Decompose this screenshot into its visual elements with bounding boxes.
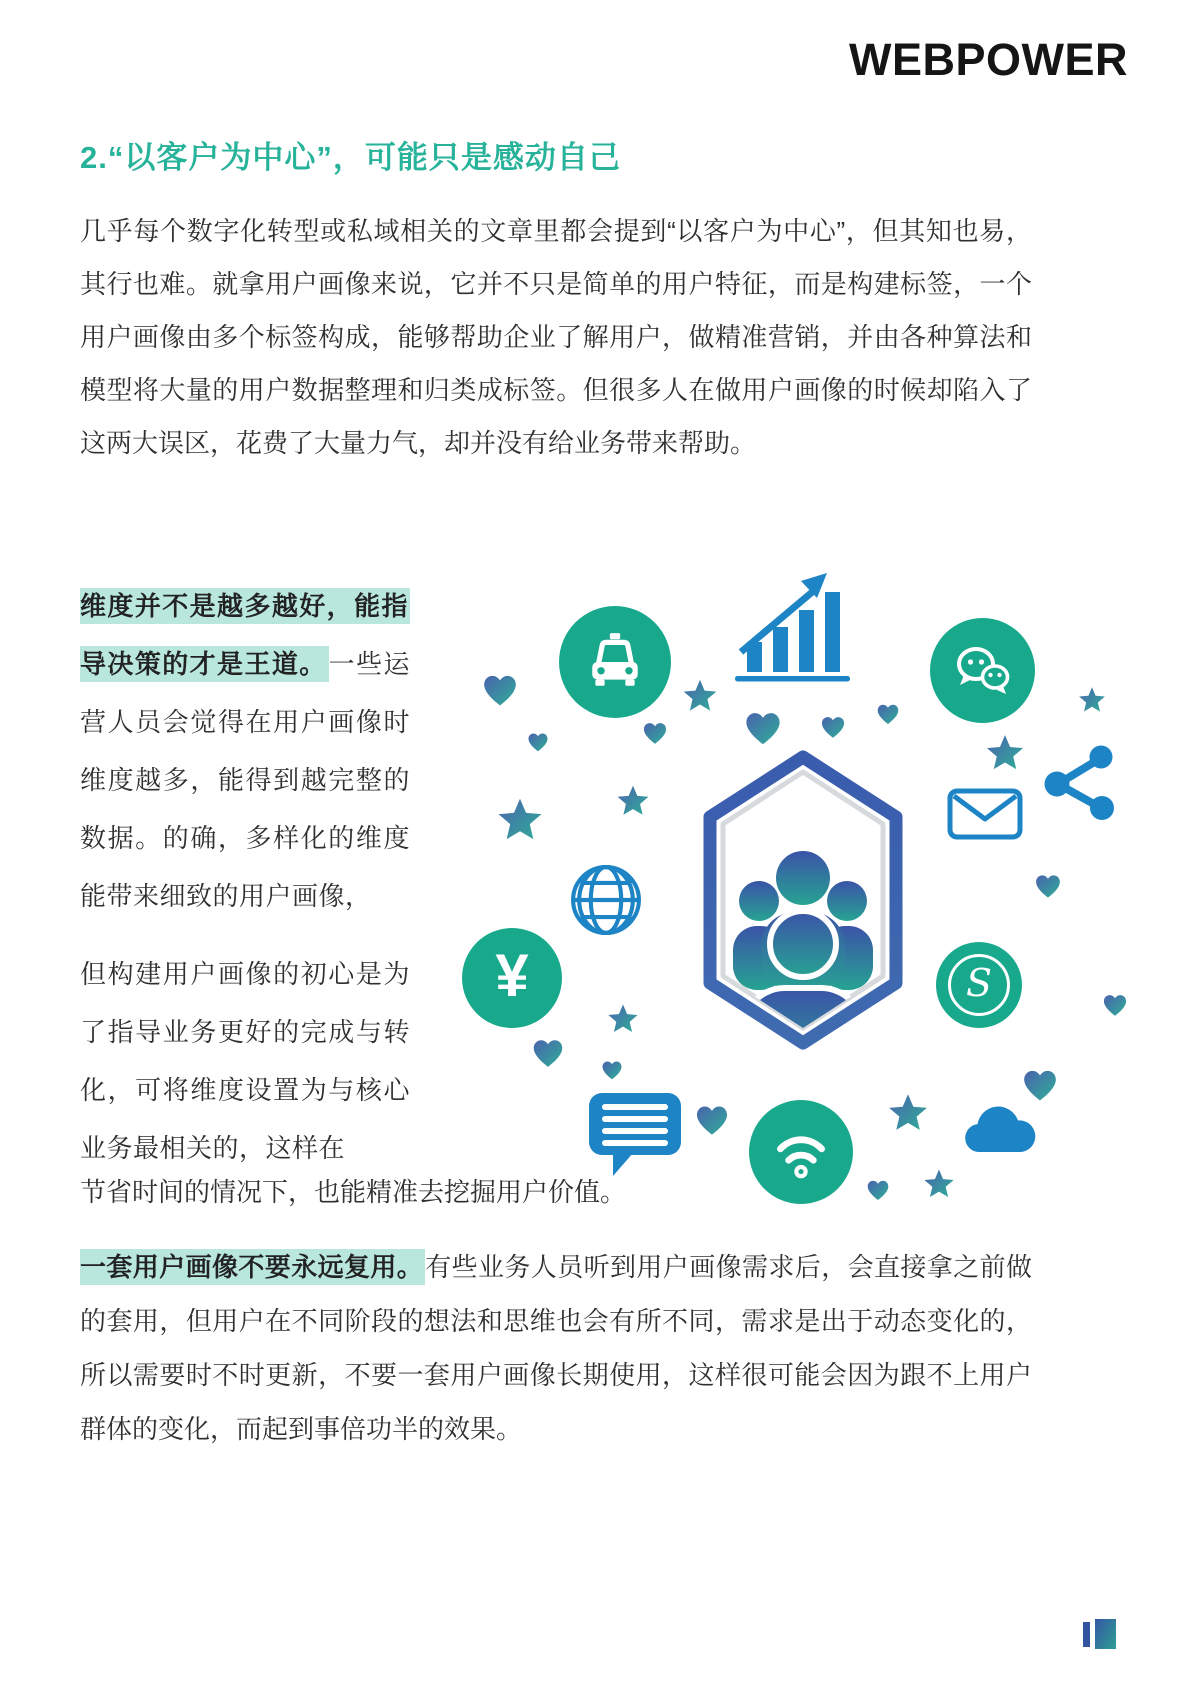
paragraph-continuation-line: 节省时间的情况下，也能精准去挖掘用户价值。: [80, 1177, 627, 1207]
star-icon: [681, 677, 719, 715]
email-icon: [947, 788, 1023, 840]
user-group-hexagon-icon: [688, 750, 918, 1050]
heart-icon: [1020, 1065, 1060, 1105]
heart-icon: [875, 701, 901, 727]
chat-message-icon: [587, 1090, 683, 1180]
heart-icon: [742, 707, 784, 749]
wechat-icon: [930, 618, 1035, 723]
star-icon: [886, 1091, 930, 1135]
section-heading: 2.“以客户为中心”，可能只是感动自己: [80, 140, 621, 175]
s-ring: [948, 954, 1010, 1016]
taxi-icon: [559, 606, 671, 718]
yen-currency-icon: [462, 928, 562, 1028]
heart-icon: [480, 670, 520, 710]
share-icon: [1042, 743, 1122, 823]
heart-icon: [641, 719, 669, 747]
heart-icon: [865, 1177, 891, 1203]
star-icon: [606, 1002, 640, 1036]
highlighted-statement-1: 维度并不是越多越好，能指导决策的才是王道。: [80, 588, 410, 682]
yen-glyph: ¥: [495, 942, 529, 1009]
heart-icon: [600, 1058, 624, 1082]
heart-icon: [693, 1101, 731, 1139]
highlighted-statement-2: 一套用户画像不要永远复用。: [80, 1249, 425, 1285]
heart-icon: [1033, 871, 1063, 901]
webpower-logo: WEBPOWER: [849, 34, 1128, 85]
s-glyph: S: [965, 961, 993, 1005]
column-paragraph-1: 维度并不是越多越好，能指导决策的才是王道。一些运营人员会觉得在用户画像时维度越多，能得到越完整的数据。的确，多样化的维度能带来细致的用户画像，: [80, 577, 410, 925]
footer-bar-wide: [1095, 1619, 1116, 1649]
star-icon: [922, 1167, 956, 1201]
closing-paragraph: 一套用户画像不要永远复用。有些业务人员听到用户画像需求后，会直接拿之前做的套用，但用户在不同阶段的想法和思维也会有所不同，需求是出于动态变化的，所以需要时不时更新，不要一套用户画像长期使用，这样很可能会因为跟不上用户群体的变化，而起到事倍功半的效果。: [80, 1240, 1032, 1456]
growth-chart-icon: [735, 570, 850, 685]
star-icon: [1077, 685, 1107, 715]
intro-paragraph: 几乎每个数字化转型或私域相关的文章里都会提到“以客户为中心”，但其知也易，其行也难。就拿用户画像来说，它并不只是简单的用户特征，而是构建标签，一个用户画像由多个标签构成，能够帮助企业了解用户，做精准营销，并由各种算法和模型将大量的用户数据整理和归类成标签。但很多人在做用户画像的时候却陷入了这两大误区，花费了大量力气，却并没有给业务带来帮助。: [80, 216, 1032, 458]
wifi-icon: [749, 1100, 853, 1204]
heart-icon: [526, 730, 550, 754]
heart-icon: [530, 1035, 566, 1071]
social-s-icon: [936, 942, 1022, 1028]
heart-icon: [819, 713, 847, 741]
footer-bar-thin: [1083, 1622, 1090, 1647]
star-icon: [615, 783, 651, 819]
star-icon: [984, 732, 1026, 774]
heart-icon: [1101, 991, 1129, 1019]
cloud-icon: [957, 1100, 1041, 1156]
user-persona-illustration: [430, 548, 1130, 1160]
column-paragraph-2: 但构建用户画像的初心是为了指导业务更好的完成与转化，可将维度设置为与核心业务最相关的，这样在: [80, 959, 410, 1163]
star-icon: [495, 795, 545, 845]
globe-icon: [567, 861, 645, 939]
left-text-column: [80, 577, 410, 1177]
